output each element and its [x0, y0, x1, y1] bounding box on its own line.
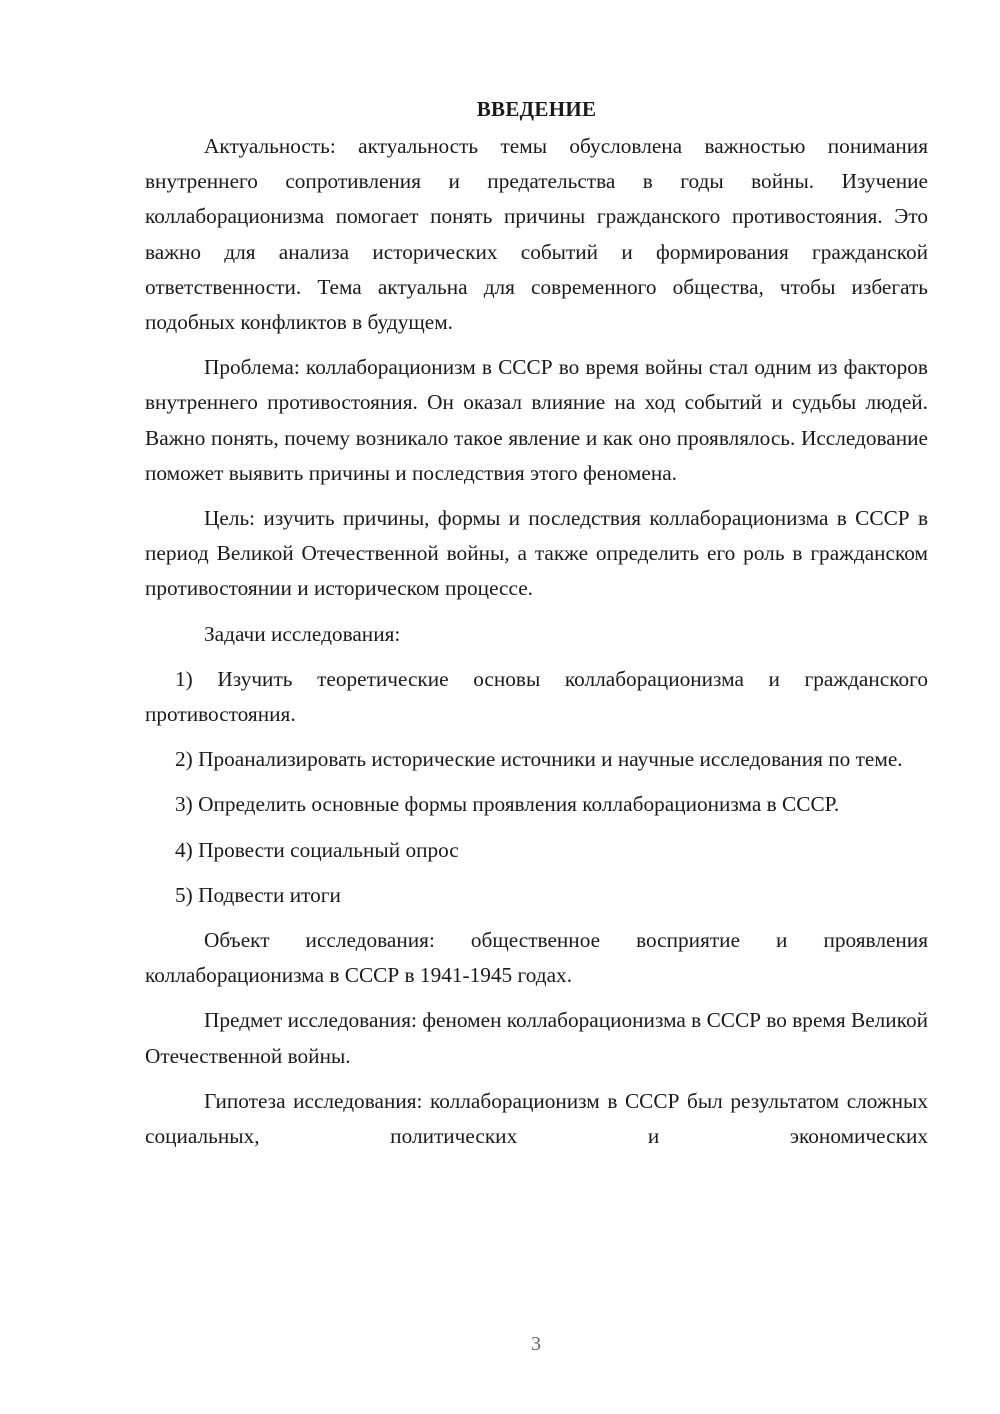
problem-paragraph: Проблема: коллаборационизм в СССР во время войны стал одним из факторов внутреннего противостояния. Он оказал влияние на ход событий и судьбы людей. Важно понять, почему возникало такое явление и как оно проявлялось. Исследование поможет выявить причины и последствия этого феномена. — [145, 355, 928, 485]
task-item-4: 4) Провести социальный опрос — [175, 837, 459, 862]
object-paragraph: Объект исследования: общественное восприятие и проявления коллаборационизма в СССР в 1941-1945 годах. — [145, 928, 928, 988]
document-page — [145, 92, 928, 1164]
page-title: ВВЕДЕНИЕ — [476, 97, 597, 121]
task-item-1: 1) Изучить теоретические основы коллаборационизма и гражданского противостояния. — [145, 666, 928, 727]
page-number: 3 — [531, 1333, 541, 1355]
tasks-title: Задачи исследования: — [204, 621, 401, 646]
hypothesis-paragraph: Гипотеза исследования: коллаборационизм в СССР был результатом сложных социальных, политических и экономических — [145, 1088, 928, 1149]
subject-paragraph: Предмет исследования: феномен коллаборационизма в СССР во время Великой Отечественной войны. — [145, 1008, 928, 1068]
task-item-3: 3) Определить основные формы проявления коллаборационизма в СССР. — [175, 792, 840, 817]
task-item-2: 2) Проанализировать исторические источники и научные исследования по теме. — [175, 747, 903, 772]
relevance-paragraph: Актуальность: актуальность темы обусловлена важностью понимания внутреннего сопротивления и предательства в годы войны. Изучение коллаборационизма помогает понять причины гражданского противостояния. Это важно для анализа исторических событий и формирования гражданской ответственности. Тема актуальна для современного общества, чтобы избегать подобных конфликтов в будущем. — [145, 134, 928, 335]
goal-paragraph: Цель: изучить причины, формы и последствия коллаборационизма в СССР в период Великой Отечественной войны, а также определить его роль в гражданском противостоянии и историческом процессе. — [145, 506, 928, 601]
task-item-5: 5) Подвести итоги — [175, 882, 341, 907]
